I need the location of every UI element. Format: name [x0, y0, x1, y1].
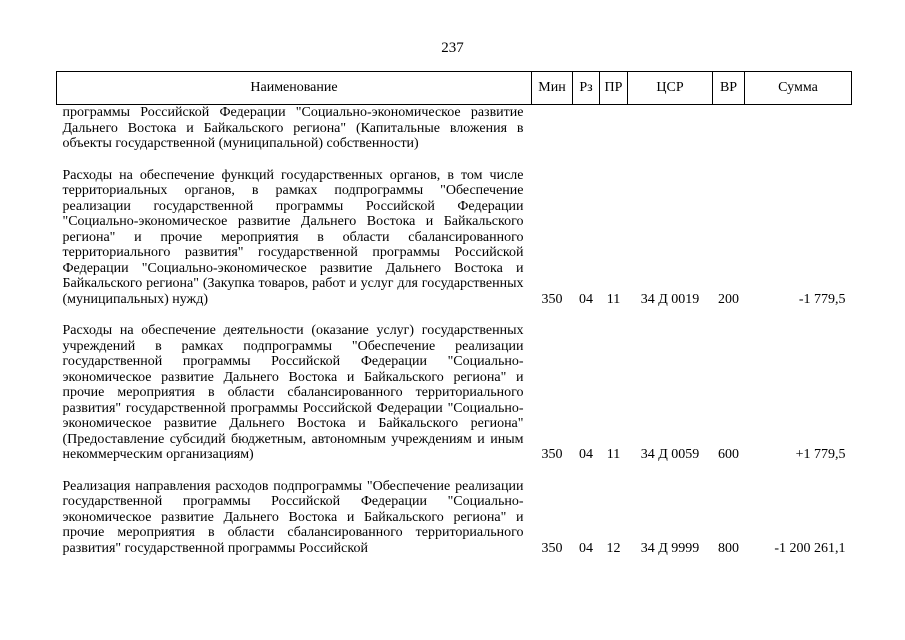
column-header-csr: ЦСР [628, 72, 713, 105]
row-csr: 34 Д 9999 [640, 540, 700, 556]
row-rz: 04 [579, 447, 593, 462]
column-header-vr: ВР [713, 72, 745, 105]
table-row [57, 105, 852, 152]
row-name: Реализация направления расходов подпрограммы "Обеспечение реализации государственной программы Российской Федерации "Социально-экономическое развитие Дальнего Востока и Байкальского региона" и прочие мероприятия в области сбалансированного территориального развития" государственной программы Российской [62, 478, 524, 556]
row-min [532, 105, 573, 152]
row-sum: -1 779,5 [798, 291, 846, 307]
row-rz: 04 [579, 540, 593, 556]
column-header-rz: Рз [573, 72, 600, 105]
column-header-name: Наименование [57, 72, 532, 105]
row-sum: +1 779,5 [795, 447, 846, 462]
table-row [57, 168, 852, 308]
row-sum [745, 105, 852, 152]
row-pr: 11 [606, 291, 621, 307]
row-csr [628, 105, 713, 152]
table-header-row [57, 72, 852, 105]
budget-table [56, 71, 852, 556]
column-header-pr: ПР [600, 72, 628, 105]
row-csr: 34 Д 0019 [640, 291, 700, 307]
row-vr: 800 [718, 540, 739, 556]
column-header-sum: Сумма [745, 72, 852, 105]
page-number: 237 [441, 40, 464, 56]
row-name: программы Российской Федерации "Социально-экономическое развитие Дальнего Востока и Байкальского региона" (Капитальные вложения в объекты государственной (муниципальной) собственности) [62, 105, 524, 151]
row-min: 350 [541, 447, 563, 462]
row-spacer [57, 307, 852, 323]
row-pr: 12 [606, 540, 621, 556]
row-spacer [57, 152, 852, 168]
row-sum: -1 200 261,1 [774, 540, 846, 556]
row-min: 350 [541, 291, 563, 307]
row-rz: 04 [579, 291, 593, 307]
row-name: Расходы на обеспечение деятельности (оказание услуг) государственных учреждений в рамках подпрограммы "Обеспечение реализации государственной программы Российской Федерации "Социально-экономическое развитие Дальнего Востока и Байкальского региона" и прочие мероприятия в области сбалансированного территориального развития" государственной программы Российской Федерации "Социально-экономическое развитие Дальнего Востока и Байкальского региона" (Предоставление субсидий бюджетным, автономным учреждениям и иным некоммерческим организациям) [62, 323, 524, 462]
row-spacer [57, 463, 852, 479]
row-vr: 200 [718, 291, 739, 307]
row-pr [600, 105, 628, 152]
row-name: Расходы на обеспечение функций государственных органов, в том числе территориальных органов, в рамках подпрограммы "Обеспечение реализации государственной программы Российской Федерации "Социально-экономическое развитие Дальнего Востока и Байкальского региона" и прочие мероприятия в области сбалансированного территориального развития" государственной программы Российской Федерации "Социально-экономическое развитие Дальнего Востока и Байкальского региона" (Закупка товаров, работ и услуг для государственных (муниципальных) нужд) [62, 167, 524, 307]
table-row [57, 323, 852, 463]
row-vr [713, 105, 745, 152]
row-rz [573, 105, 600, 152]
row-pr: 11 [606, 447, 621, 462]
row-csr: 34 Д 0059 [640, 447, 700, 462]
table-row [57, 479, 852, 557]
row-min: 350 [541, 540, 563, 556]
row-vr: 600 [718, 447, 739, 462]
column-header-min: Мин [532, 72, 573, 105]
